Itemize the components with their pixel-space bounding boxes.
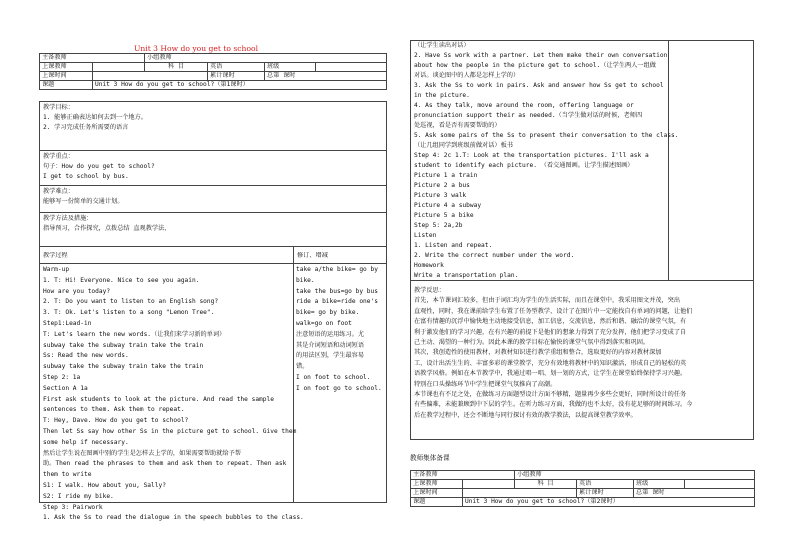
process-line: T: Let's learn the new words.（让我们来学习新的单词） bbox=[43, 330, 226, 338]
lesson-time-label: 上课时间 bbox=[40, 72, 93, 81]
lesson-title: Unit 3 How do you get to school bbox=[134, 44, 259, 53]
subject-value: 英语 bbox=[577, 480, 634, 489]
process-line: 对话。谈论图中的人都是怎样上学的） bbox=[414, 72, 520, 79]
total-hours-label: 总第 课时 bbox=[265, 72, 387, 81]
reflection-line: 利于激发他们的学习兴趣，在有兴趣的前提下是他们的想象力得到了充分发挥，他们把学习变成了自 bbox=[414, 328, 687, 336]
class-label: 班级 bbox=[265, 63, 316, 72]
methods-line: 指导预习，合作探究，点拨总结 直观教学法、 bbox=[43, 224, 171, 232]
process-header-right bbox=[293, 246, 387, 264]
process-line: 1. Ask the Ss to read the dialogue in the speech bubbles to the class. bbox=[43, 514, 304, 522]
methods-section bbox=[39, 212, 387, 247]
process-line: Ss: Read the new words. bbox=[43, 352, 129, 360]
reflection-line: 首先，本节课词汇较多，但由于词汇均为学生的生活实际，而且在课堂中，我采用图文并茂，突出 bbox=[414, 297, 681, 305]
process-line: Step 5: 2a,2b bbox=[414, 222, 463, 229]
reflection-heading: 教学反思： bbox=[414, 287, 445, 294]
reflection-text bbox=[414, 286, 692, 421]
process-line: about how the people in the picture get to school.（让学生两人一组做 bbox=[414, 62, 656, 69]
subject-label: 科 目 bbox=[515, 480, 577, 489]
process-line: 然后让学生说在图画中别的学生是怎样去上学的，如果需要帮助就给予帮 bbox=[43, 449, 241, 457]
process-line: in the picture. bbox=[414, 92, 470, 99]
process-line: 5. Ask some pairs of the Ss to present their conversation to the class. bbox=[414, 132, 679, 139]
process-line: 2. T: Do you want to listen to an English song? bbox=[43, 298, 219, 306]
process-line: Listen bbox=[414, 232, 437, 239]
blank-cell bbox=[316, 63, 387, 72]
revision-lines bbox=[296, 265, 382, 395]
revision-line: I on foot go to school. bbox=[296, 384, 382, 392]
revision-line: bike= go by bike. bbox=[296, 309, 360, 317]
process-line: Step 4: 2c 1.T: Look at the transportation pictures. I'll ask a bbox=[414, 152, 649, 159]
reflection-line: 直观性，同时，我在课前给学生布置了任务型教学，设计了在图片中一定能找自有单词的问题，让他们 bbox=[414, 307, 693, 315]
process-line: 3. Ask the Ss to work in pairs. Ask and answer how Ss get to school bbox=[414, 82, 664, 89]
topic-label: 课题 bbox=[40, 81, 93, 90]
revision-line: bike. bbox=[296, 276, 315, 284]
topic-value: Unit 3 How do you get to school?（第2课时） bbox=[463, 498, 755, 507]
process-line: 4. As they talk, move around the room, offering language or bbox=[414, 102, 634, 109]
process-line: Step 3: Pairwork bbox=[43, 503, 103, 511]
process-line: subway take the subway train take the train bbox=[43, 363, 204, 371]
goals-heading: 教学目标： bbox=[43, 104, 74, 111]
reflection-line: 有些偏难，未能兼顾到中下层的学生。在听力练习方面，我做的也不太好，没有花足够的时间练习。今 bbox=[414, 401, 693, 409]
process-line: Step 2: 1a bbox=[43, 373, 81, 381]
key-points-heading: 教学重点： bbox=[43, 153, 74, 160]
group-teacher-label: 小组教师 bbox=[515, 471, 755, 480]
revision-heading: 修订、增减 bbox=[297, 252, 328, 259]
process-line: 1. Listen and repeat. bbox=[414, 242, 493, 249]
revision-line: 其是介词短语和动词短语 bbox=[296, 341, 365, 349]
process-line: 1. T: Hi! Everyone. Nice to see you again. bbox=[43, 276, 200, 284]
topic-value: Unit 3 How do you get to school?（第1课时） bbox=[93, 81, 387, 90]
process-lines-left bbox=[43, 265, 304, 524]
right-process-lines bbox=[414, 41, 679, 281]
right-process-right bbox=[668, 40, 754, 281]
revision-line: I on foot to school. bbox=[296, 373, 371, 381]
blank-cell bbox=[685, 480, 755, 489]
key-points-line: I get to school by bus. bbox=[43, 172, 129, 180]
process-line: How are you today? bbox=[43, 287, 111, 295]
process-line: （让学生读出对话） bbox=[414, 42, 470, 49]
cumulative-hours-label: 累计课时 bbox=[208, 72, 265, 81]
goals-line: 1. 能够正确表达如何去到一个地方。 bbox=[43, 113, 147, 121]
difficulties-section bbox=[39, 185, 387, 213]
process-line: some help if necessary. bbox=[43, 438, 129, 446]
goals-line: 2. 学习完成任务所需要的语言 bbox=[43, 123, 129, 131]
revision-line: take a/the bike= go by bbox=[296, 266, 378, 273]
process-line: 2. Have Ss work with a partner. Let them make their own conversation bbox=[414, 52, 668, 59]
lecturer-label: 上课教师 bbox=[411, 480, 463, 489]
process-line: Then let Ss say how other Ss in the picture get to school. Give them bbox=[43, 427, 297, 435]
process-line: Picture 4 a subway bbox=[414, 202, 482, 209]
revision-line: ride a bike=ride one's bbox=[296, 298, 378, 306]
process-line: Picture 5 a bike bbox=[414, 212, 474, 219]
topic-label: 课题 bbox=[411, 498, 463, 507]
process-line: Section A 1a bbox=[43, 384, 88, 392]
subject-value: 英语 bbox=[208, 63, 265, 72]
reflection-line: 工，设计出活生生的、丰富多彩的课堂教学，充分有效地将教材中的知识激活，形成自己的轻松的英 bbox=[414, 359, 687, 367]
lesson-time-label: 上课时间 bbox=[411, 489, 463, 498]
process-line: Homework bbox=[414, 262, 444, 269]
key-points-line: 句子：How do you get to school? bbox=[43, 162, 155, 170]
process-line: them to write bbox=[43, 471, 92, 479]
goals-section bbox=[39, 101, 387, 151]
left-header-table bbox=[39, 53, 387, 90]
subject-label: 科 目 bbox=[145, 63, 208, 72]
group-teacher-label: 小组教师 bbox=[145, 54, 387, 63]
blank-cell bbox=[93, 72, 208, 81]
process-line: sentences to them. Ask them to repeat. bbox=[43, 406, 185, 414]
process-line: 2. Write the correct number under the word. bbox=[414, 252, 575, 259]
reflection-line: 本节课也有不足之处，在做练习方面题型设计方面不够精，题量再少多些会更好，同时所设计的任务 bbox=[414, 390, 687, 398]
process-line: Picture 2 a bus bbox=[414, 182, 470, 189]
lecturer-label: 上课教师 bbox=[40, 63, 93, 72]
right-header-table bbox=[410, 470, 755, 507]
revision-line: 的用法区别，学生最容易 bbox=[296, 352, 365, 360]
process-line: Picture 3 walk bbox=[414, 192, 467, 199]
revision-line: 错。 bbox=[296, 363, 309, 371]
process-heading: 教学过程 bbox=[43, 252, 68, 259]
process-line: S2: I ride my bike. bbox=[43, 492, 114, 500]
class-label: 班级 bbox=[634, 480, 685, 489]
blank-cell bbox=[93, 63, 145, 72]
total-hours-label: 总第 课时 bbox=[634, 489, 755, 498]
revision-line: walk=go on foot bbox=[296, 319, 352, 327]
cumulative-hours-label: 累计课时 bbox=[577, 489, 634, 498]
process-line: S1: I walk. How about you, Sally? bbox=[43, 481, 166, 489]
process-line: T: Hey, Dave. How do you get to school? bbox=[43, 417, 189, 425]
reflection-line: 在富有情趣的沉浮中愉快地主动地接受信息，加工信息，交流信息，然后和谐、融洽的课堂气氛，有 bbox=[414, 318, 687, 326]
chief-teacher-label: 主备教师 bbox=[40, 54, 145, 63]
collective-planning-title: 教师集体备课 bbox=[410, 454, 450, 462]
chief-teacher-label: 主备教师 bbox=[411, 471, 515, 480]
blank-cell bbox=[463, 480, 515, 489]
process-line: Step1:Lead-in bbox=[43, 319, 92, 327]
reflection-line: 其次，我创造性的使用教材，对教材知识进行教学重组和整合，选取更好的内容对教材深加 bbox=[414, 349, 662, 357]
process-line: Picture 1 a train bbox=[414, 172, 478, 179]
reflection-line: 特别在口头操练环节中学生把课堂气氛推向了高潮。 bbox=[414, 380, 557, 388]
process-line: 助。Then read the phrases to them and ask them to repeat. Then ask bbox=[43, 460, 287, 468]
process-line: Warm-up bbox=[43, 266, 70, 273]
revision-line: 注意短语的运用练习。尤 bbox=[296, 330, 365, 338]
process-line: pronunciation support their as needed.（当学生做对话的时候，老师四 bbox=[414, 112, 643, 119]
process-line: 处巡视，看是否有需要帮助的） bbox=[414, 122, 501, 129]
process-line: （让几组同学到班级前做对话）板书 bbox=[414, 142, 513, 149]
reflection-line: 后在教学过程中，还会不断地与同行探讨有效的教学教法，以提高课堂教学效率。 bbox=[414, 411, 637, 419]
difficulties-heading: 教学难点： bbox=[43, 188, 74, 195]
process-line: student to identify each picture. （看交通图画。让学生描述图画） bbox=[414, 162, 634, 169]
blank-cell bbox=[463, 489, 577, 498]
difficulties-line: 能够写一份简单的交通计划。 bbox=[43, 197, 124, 205]
process-line: Write a transportation plan. bbox=[414, 272, 519, 279]
process-line: 3. T: Ok. Let's listen to a song "Lemon Tree". bbox=[43, 309, 215, 317]
process-line: subway take the subway train take the train bbox=[43, 341, 204, 349]
reflection-line: 语教学风格。例如在本节教学中，我通过唱一唱、划一划的方式，让学生在课堂始终保持学习兴趣。 bbox=[414, 370, 687, 378]
revision-line: take the bus=go by bus bbox=[296, 287, 378, 295]
process-line: First ask students to look at the picture. And read the sample bbox=[43, 395, 274, 403]
methods-heading: 教学方法及措施： bbox=[43, 215, 93, 222]
key-points-section bbox=[39, 150, 387, 186]
reflection-line: 己主动、渴望的一种行为。因此本课的教学目标在愉快的课堂气氛中得到落实和巩固。 bbox=[414, 338, 650, 346]
process-header-left bbox=[39, 246, 294, 264]
